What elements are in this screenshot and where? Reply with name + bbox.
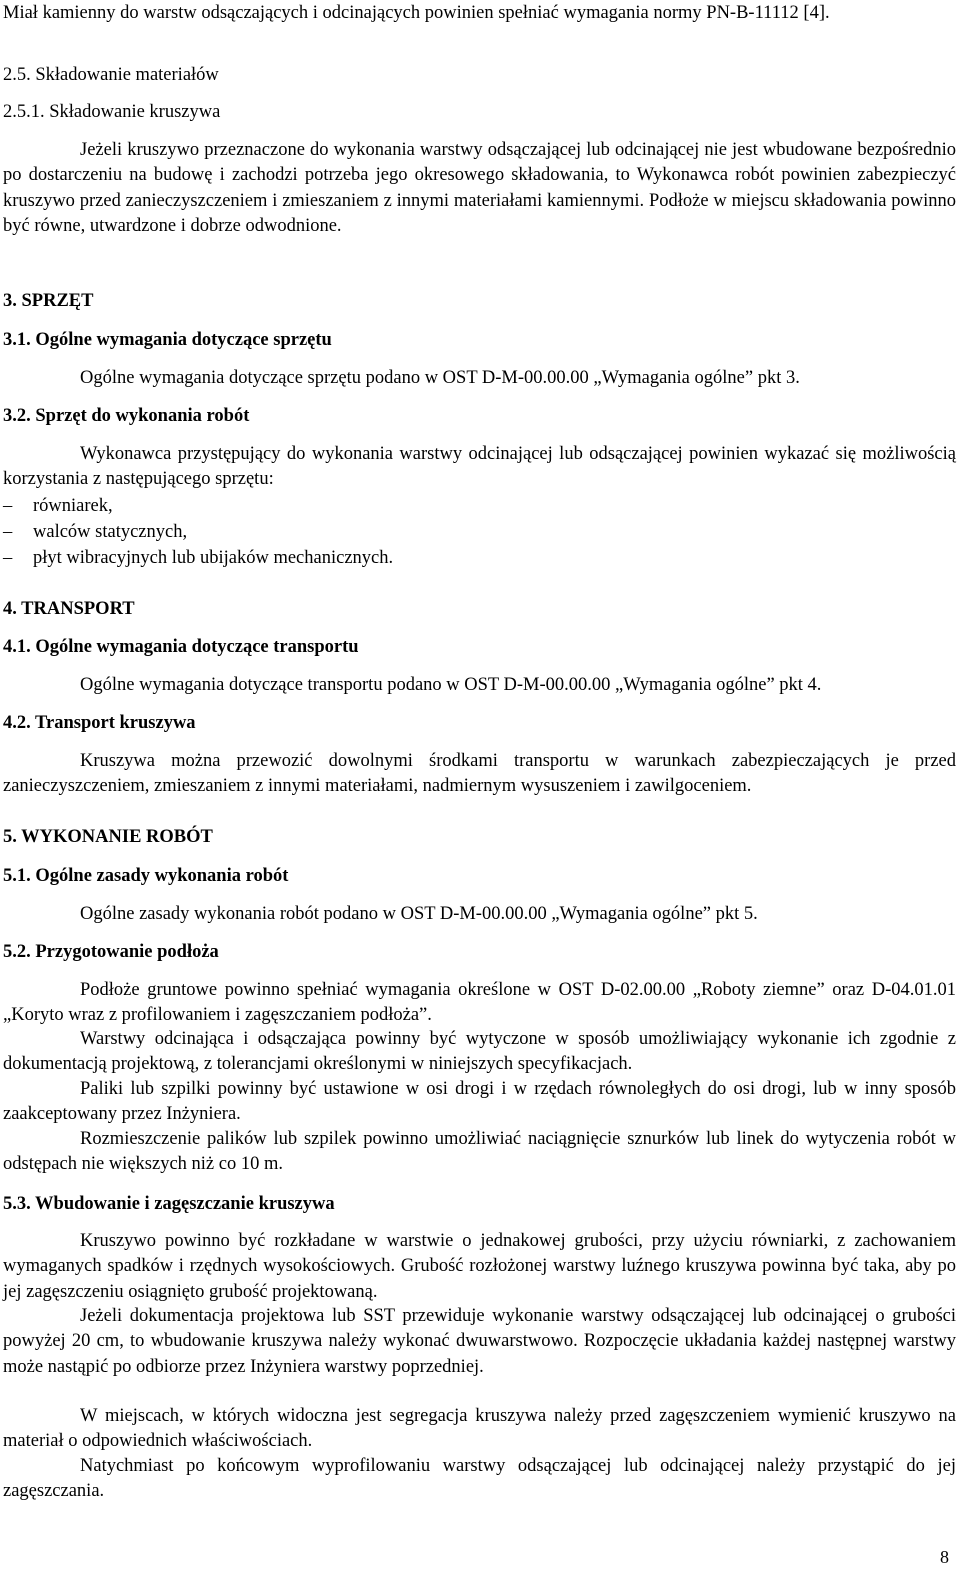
page-number: 8 [940, 1547, 949, 1567]
paragraph-3-2: Wykonawca przystępujący do wykonania warstwy odcinającej lub odsączającej powinien wykazać się możliwością korzystania z następującego sprzętu: [3, 444, 956, 490]
heading-3-1: 3.1. Ogólne wymagania dotyczące sprzętu [3, 330, 332, 350]
heading-4: 4. TRANSPORT [3, 599, 135, 619]
paragraph-3-1: Ogólne wymagania dotyczące sprzętu podano w OST D-M-00.00.00 „Wymagania ogólne” pkt 3. [80, 368, 800, 388]
list-item [3, 520, 603, 545]
paragraph-5-2-c: Paliki lub szpilki powinny być ustawione w osi drogi i w rzędach równoległych do osi drogi, lub w inny sposób zaakceptowany przez Inżyniera. [3, 1079, 956, 1125]
paragraph-5-2-a: Podłoże gruntowe powinno spełniać wymagania określone w OST D-02.00.00 „Roboty ziemne” oraz D-04.01.01 „Koryto wraz z profilowaniem i zagęszczaniem podłoża”. [3, 980, 956, 1026]
intro-paragraph: Miał kamienny do warstw odsączających i odcinających powinien spełniać wymagania normy PN-B-11112 [4]. [3, 3, 830, 23]
list-item-text: walców statycznych, [33, 522, 188, 542]
paragraph-2-5-1: Jeżeli kruszywo przeznaczone do wykonania warstwy odsączającej lub odcinającej nie jest wbudowane bezpośrednio po dostarczeniu na budowę i zachodzi potrzeba jego okresowego składowania, to Wykonawca robót powinien zabezpieczyć kruszywo przed zanieczyszczeniem i zmieszaniem z innymi materiałami kamiennymi. Podłoże w miejscu składowania powinno być równe, utwardzone i dobrze odwodnione. [3, 140, 956, 237]
paragraph-5-1: Ogólne zasady wykonania robót podano w OST D-M-00.00.00 „Wymagania ogólne” pkt 5. [80, 904, 758, 924]
paragraph-5-2-d: Rozmieszczenie palików lub szpilek powinno umożliwiać naciągnięcie sznurków lub linek do wytyczenia robót w odstępach nie większych niż co 10 m. [3, 1129, 956, 1175]
heading-5-2: 5.2. Przygotowanie podłoża [3, 942, 219, 962]
heading-5-1: 5.1. Ogólne zasady wykonania robót [3, 866, 289, 886]
heading-3-2: 3.2. Sprzęt do wykonania robót [3, 406, 250, 426]
paragraph-5-3-c: W miejscach, w których widoczna jest segregacja kruszywa należy przed zagęszczeniem wymienić kruszywo na materiał o odpowiednich właściwościach. [3, 1406, 956, 1452]
dash-marker: – [3, 522, 13, 542]
list-item-text: równiarek, [33, 496, 113, 516]
heading-5: 5. WYKONANIE ROBÓT [3, 827, 213, 847]
paragraph-5-3-b: Jeżeli dokumentacja projektowa lub SST przewiduje wykonanie warstwy odsączającej lub odcinającej o grubości powyżej 20 cm, to wbudowanie kruszywa należy wykonać dwuwarstwowo. Rozpoczęcie układania każdej następnej warstwy może nastąpić po odbiorze przez Inżyniera warstwy poprzedniej. [3, 1306, 956, 1377]
paragraph-5-3-a: Kruszywo powinno być rozkładane w warstwie o jednakowej grubości, przy użyciu równiarki, z zachowaniem wymaganych spadków i rzędnych wysokościowych. Grubość rozłożonej warstwy luźnego kruszywa powinna być taka, aby po jej zagęszczeniu osiągnięto grubość projektowaną. [3, 1231, 956, 1302]
heading-4-1: 4.1. Ogólne wymagania dotyczące transportu [3, 637, 359, 657]
dash-marker: – [3, 548, 13, 568]
dash-marker: – [3, 496, 13, 516]
heading-2-5-1: 2.5.1. Składowanie kruszywa [3, 102, 221, 122]
paragraph-5-3-d: Natychmiast po końcowym wyprofilowaniu warstwy odsączającej lub odcinającej należy przystąpić do jej zagęszczania. [3, 1456, 956, 1502]
heading-4-2: 4.2. Transport kruszywa [3, 713, 196, 733]
paragraph-4-1: Ogólne wymagania dotyczące transportu podano w OST D-M-00.00.00 „Wymagania ogólne” pkt 4. [80, 675, 822, 695]
paragraph-4-2: Kruszywa można przewozić dowolnymi środkami transportu w warunkach zabezpieczających je przed zanieczyszczeniem, zmieszaniem z innymi materiałami, nadmiernym wysuszeniem i zawilgoceniem. [3, 751, 956, 797]
list-item [3, 494, 603, 519]
list-item-text: płyt wibracyjnych lub ubijaków mechanicznych. [33, 548, 394, 568]
heading-5-3: 5.3. Wbudowanie i zagęszczanie kruszywa [3, 1194, 335, 1214]
heading-3: 3. SPRZĘT [3, 291, 94, 311]
list-item [3, 546, 603, 571]
paragraph-5-2-b: Warstwy odcinająca i odsączająca powinny być wytyczone w sposób umożliwiający wykonanie ich zgodnie z dokumentacją projektową, z tolerancjami określonymi w niniejszych specyfikacjach. [3, 1029, 956, 1075]
heading-2-5: 2.5. Składowanie materiałów [3, 65, 219, 85]
